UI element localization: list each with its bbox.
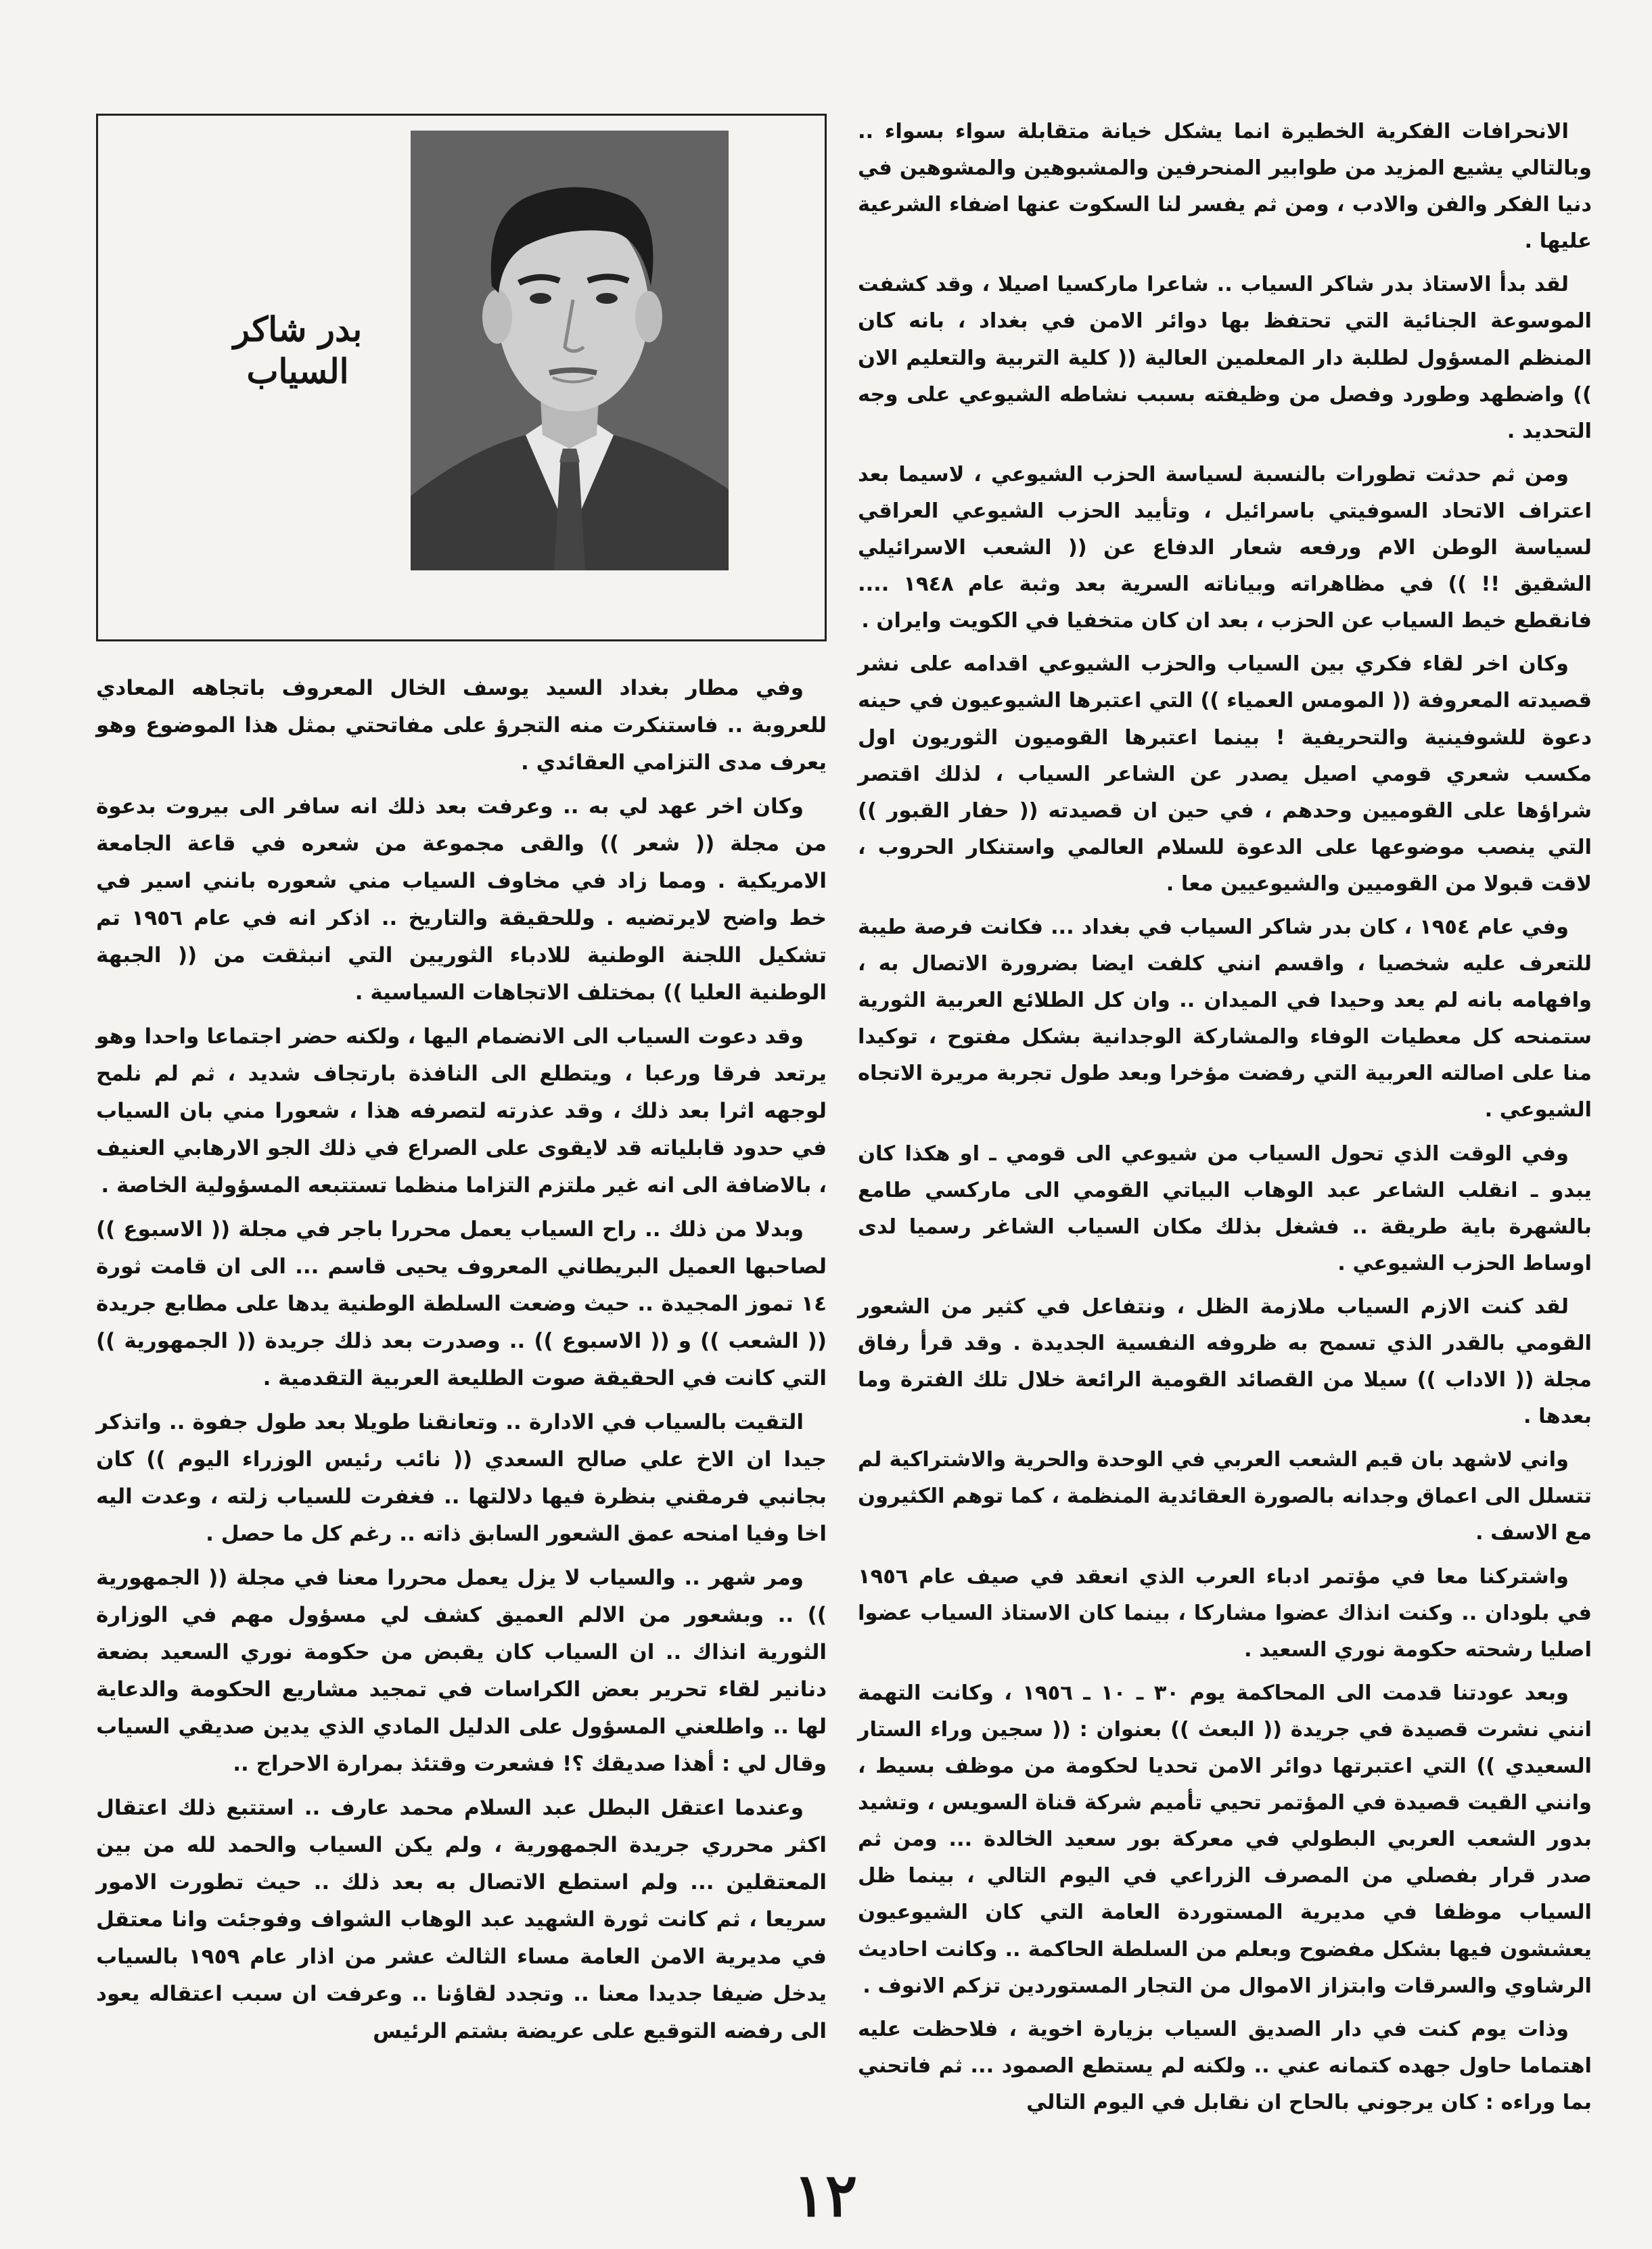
caption-line-1: بدر شاكر — [233, 309, 363, 349]
paragraph: ومر شهر .. والسياب لا يزل يعمل محررا معنا في مجلة (( الجمهورية )) .. وبشعور من الالم العميق كشف لي مسؤول مهم في الوزارة الثورية انذاك .. ان السياب كان يقبض من حكومة نوري السعيد بضعة دنانير لقاء تحرير بعض الكراسات في تمجيد مشاريع الحكومة والدعاية لها .. واطلعني المسؤول على الدليل المادي الذي يدين صديقي السياب وقال لي : أهذا صديقك ؟! فشعرت وقتئذ بمرارة الاحراج .. — [96, 1566, 827, 1776]
paragraph: وعندما اعتقل البطل عبد السلام محمد عارف .. استتبع ذلك اعتقال اكثر محرري جريدة الجمهورية ، ولم يكن السياب والحمد لله من بين المعتقلين ... ولم استطع الاتصال به بعد ذلك .. حيث تطورت الامور سريعا ، ثم كانت ثورة الشهيد عبد الوهاب الشواف وفوجئت وانا معتقل في مديرية الامن العامة مساء الثالث عشر من اذار عام ١٩٥٩ بالسياب يدخل ضيفا جديدا معنا .. وتجدد لقاؤنا .. وعرفت ان سبب اعتقاله يعود الى رفضه التوقيع على عريضة بشتم الرئيس — [96, 1796, 827, 2043]
paragraph: وكان اخر لقاء فكري بين السياب والحزب الشيوعي اقدامه على نشر قصيدته المعروفة (( المومس العمياء )) التي اعتبرها الشيوعيون في حينه دعوة للشوفينية والتحريفية ! بينما اعتبرها القوميون الثوريون اول مكسب شعري قومي اصيل يصدر عن الشاعر السياب ، لذلك اقتصر شراؤها على القوميين وحدهم ، في حين ان قصيدته (( حفار القبور )) التي ينصب موضوعها على الدعوة للسلام العالمي واستنكار الحروب ، لاقت قبولا من القوميين والشيوعيين معا . — [858, 652, 1592, 896]
paragraph: لقد كنت الازم السياب ملازمة الظل ، ونتفاعل في كثير من الشعور القومي بالقدر الذي تسمح به ظروفه النفسية الجديدة . وقد قرأ رفاق مجلة (( الاداب )) سيلا من القصائد القومية الرائعة خلال تلك الفترة وما بعدها . — [858, 1294, 1592, 1429]
paragraph: الانحرافات الفكرية الخطيرة انما يشكل خيانة متقابلة سواء بسواء .. وبالتالي يشيع المزيد من طوابير المنحرفين والمشبوهين والمشوهين في دنيا الفكر والفن والادب ، ومن ثم يفسر لنا السكوت عنها اضفاء الشرعية عليها . — [858, 120, 1592, 254]
paragraph: واشتركنا معا في مؤتمر ادباء العرب الذي انعقد في صيف عام ١٩٥٦ في بلودان .. وكنت انذاك عضوا مشاركا ، بينما كان الاستاذ السياب عضوا اصليا رشحته حكومة نوري السعيد . — [858, 1564, 1592, 1662]
paragraph: وفي عام ١٩٥٤ ، كان بدر شاكر السياب في بغداد ... فكانت فرصة طيبة للتعرف عليه شخصيا ، واقسم انني كلفت ايضا بضرورة الاتصال به ، وافهامه بانه لم يعد وحيدا في الميدان .. وان كل الطلائع العربية الثورية ستمنحه كل معطيات الوفاء والمشاركة الوجدانية بشكل مفتوح ، توكيدا منا على اصالته العربية التي رفضت مؤخرا وبعد طول تجربة مريرة الاتجاه الشيوعي . — [858, 915, 1592, 1122]
paragraph: وذات يوم كنت في دار الصديق السياب بزيارة اخوية ، فلاحظت عليه اهتماما حاول جهده كتمانه عني .. ولكنه لم يستطع الصمود ... ثم فاتحني بما وراءه : كان يرجوني بالحاح ان نقابل في اليوم التالي — [858, 2017, 1592, 2114]
paragraph: واني لاشهد بان قيم الشعب العربي في الوحدة والحرية والاشتراكية لم تتسلل الى اعماق وجدانه بالصورة العقائدية المنظمة ، كما توهم الكثيرون مع الاسف . — [858, 1448, 1592, 1545]
photo-box — [96, 114, 827, 641]
portrait-photo — [411, 131, 729, 570]
left-text-column — [96, 670, 827, 2145]
paragraph: وبدلا من ذلك .. راح السياب يعمل محررا باجر في مجلة (( الاسبوع )) لصاحبها العميل البريطاني المعروف يحيى قاسم ... الى ان قامت ثورة ١٤ تموز المجيدة .. حيث وضعت السلطة الوطنية يدها على مطابع جريدة (( الشعب )) و (( الاسبوع )) .. وصدرت بعد ذلك جريدة (( الجمهورية )) التي كانت في الحقيقة صوت الطليعة العربية التقدمية . — [96, 1217, 827, 1390]
right-text-column — [858, 114, 1592, 2143]
paragraph: وفي مطار بغداد السيد يوسف الخال المعروف باتجاهه المعادي للعروبة .. فاستنكرت منه التجرؤ على مفاتحتي بمثل هذا الموضوع وهو يعرف مدى التزامي العقائدي . — [96, 676, 827, 775]
paragraph: وكان اخر عهد لي به .. وعرفت بعد ذلك انه سافر الى بيروت بدعوة من مجلة (( شعر )) والقى مجموعة من شعره في قاعة الجامعة الامريكية . ومما زاد في مخاوف السياب مني شعوره بانني اسير في خط واضح لايرتضيه . وللحقيقة والتاريخ .. اذكر انه في عام ١٩٥٦ تم تشكيل اللجنة الوطنية للادباء الثوريين التي انبثقت من (( الجبهة الوطنية العليا )) بمختلف الاتجاهات السياسية . — [96, 794, 827, 1005]
caption-line-2: السياب — [246, 351, 349, 391]
paragraph: لقد بدأ الاستاذ بدر شاكر السياب .. شاعرا ماركسيا اصيلا ، وقد كشفت الموسوعة الجنائية التي تحتفظ بها دوائر الامن في بغداد ، بانه كان المنظم المسؤول لطلبة دار المعلمين العالية (( كلية التربية والتعليم الان )) واضطهد وطورد وفصل من وظيفته بسبب نشاطه الشيوعي على وجه التحديد . — [858, 273, 1592, 443]
paragraph: وقد دعوت السياب الى الانضمام اليها ، ولكنه حضر اجتماعا واحدا وهو يرتعد فرقا ورعبا ، ويتطلع الى النافذة بارتجاف شديد ، ثم لم نلمح لوجهه اثرا بعد ذلك ، وقد عذرته لتصرفه هذا ، شعورا مني بان السياب في حدود قابلياته قد لايقوى على الصراع في ذلك الجو الارهابي العنيف ، بالاضافة الى انه غير ملتزم التزاما منظما تستتبعه المسؤولية الخاصة . — [96, 1024, 827, 1198]
paragraph: التقيت بالسياب في الادارة .. وتعانقنا طويلا بعد طول جفوة .. واتذكر جيدا ان الاخ علي صالح السعدي (( نائب رئيس الوزراء اليوم )) كان بجانبي فرمقني بنظرة فيها دلالتها .. فغفرت للسياب زلته ، وعدت اليه اخا وفيا امنحه عمق الشعور السابق ذاته .. رغم كل ما حصل . — [96, 1410, 827, 1546]
page-number: ١٢ — [793, 2160, 858, 2230]
paragraph: وفي الوقت الذي تحول السياب من شيوعي الى قومي ـ او هكذا كان يبدو ـ انقلب الشاعر عبد الوهاب البياتي القومي الى ماركسي طامع بالشهرة باية طريقة .. فشغل بذلك مكان السياب الشاغر رسميا لدى اوساط الحزب الشيوعي . — [858, 1141, 1592, 1275]
paragraph: ومن ثم حدثت تطورات بالنسبة لسياسة الحزب الشيوعي ، لاسيما بعد اعتراف الاتحاد السوفيتي باسرائيل ، وتأييد الحزب الشيوعي العراقي لسياسة الوطن الام ورفعه شعار الدفاع عن (( الشعب الاسرائيلي الشقيق !! )) في مظاهراته وبياناته السرية بعد وثبة عام ١٩٤٨ .... فانقطع خيط السياب عن الحزب ، بعد ان كان متخفيا في الكويت وايران . — [858, 462, 1592, 633]
paragraph: وبعد عودتنا قدمت الى المحاكمة يوم ٣٠ ـ ١٠ ـ ١٩٥٦ ، وكانت التهمة انني نشرت قصيدة في جريدة (( البعث )) بعنوان : (( سجين وراء الستار السعيدي )) التي اعتبرتها دوائر الامن تحديا لحكومة من موظف بسيط ، وانني القيت قصيدة في المؤتمر تحيي تأميم شركة قناة السويس ، وتشيد بدور الشعب العربي البطولي في معركة بور سعيد الخالدة ... ومن ثم صدر قرار بفصلي من المصرف الزراعي في اليوم التالي ، بينما ظل السياب موظفا في مديرية المستوردة العامة التي كان الشيوعيون يعششون فيها بشكل مفضوح وبعلم من السلطة الحاكمة .. وكانت احاديث الرشاوي والسرقات وابتزاز الاموال من التجار المستوردين تزكم الانوف . — [858, 1681, 1592, 1998]
portrait-illustration — [411, 131, 729, 570]
photo-caption — [186, 309, 409, 392]
